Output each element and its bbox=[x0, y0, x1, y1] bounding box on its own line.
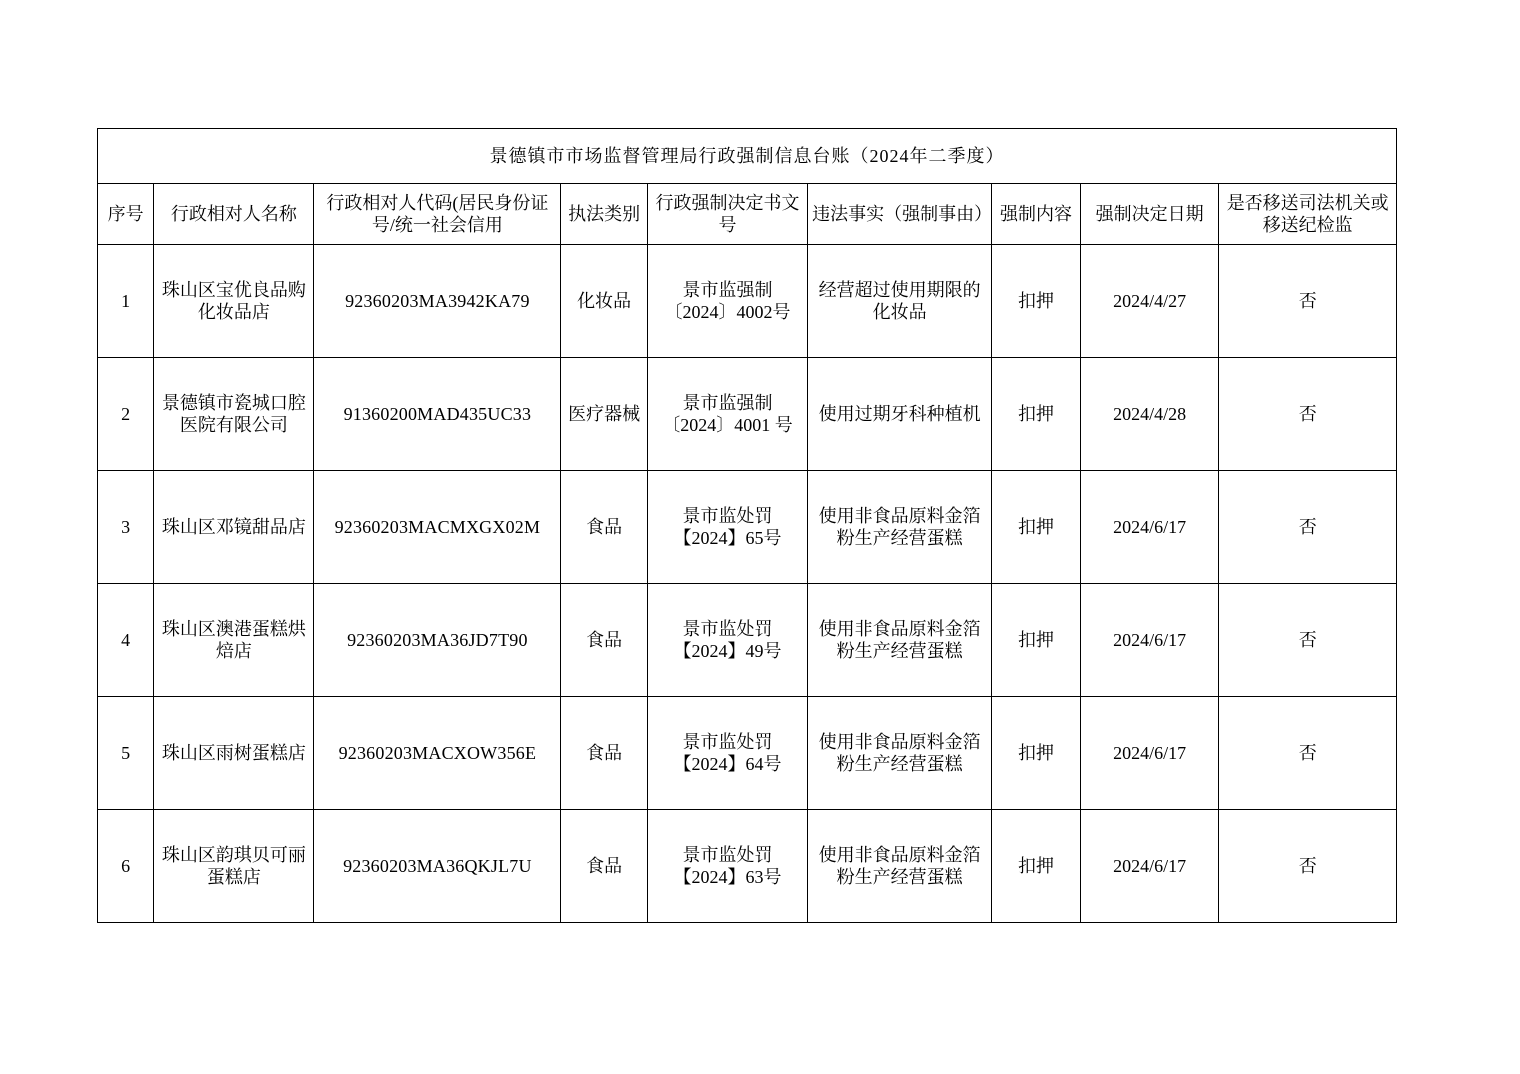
cell-index: 6 bbox=[98, 810, 154, 923]
column-header-content: 强制内容 bbox=[992, 184, 1081, 245]
page-title: 景德镇市市场监督管理局行政强制信息台账（2024年二季度） bbox=[98, 129, 1397, 184]
cell-doc-no: 景市监强制〔2024〕4001 号 bbox=[647, 358, 807, 471]
cell-date: 2024/6/17 bbox=[1080, 810, 1219, 923]
cell-transfer: 否 bbox=[1219, 810, 1397, 923]
cell-fact: 使用过期牙科种植机 bbox=[808, 358, 992, 471]
document-page bbox=[97, 128, 1397, 923]
cell-name: 珠山区宝优良品购化妆品店 bbox=[154, 245, 314, 358]
cell-doc-no: 景市监强制〔2024〕4002号 bbox=[647, 245, 807, 358]
cell-doc-no: 景市监处罚【2024】49号 bbox=[647, 584, 807, 697]
cell-content: 扣押 bbox=[992, 697, 1081, 810]
cell-index: 4 bbox=[98, 584, 154, 697]
column-header-code: 行政相对人代码(居民身份证号/统一社会信用 bbox=[314, 184, 561, 245]
column-header-doc-no: 行政强制决定书文号 bbox=[647, 184, 807, 245]
table-header-row bbox=[98, 184, 1397, 245]
cell-name: 珠山区澳港蛋糕烘焙店 bbox=[154, 584, 314, 697]
cell-name: 珠山区雨树蛋糕店 bbox=[154, 697, 314, 810]
cell-code: 92360203MA36QKJL7U bbox=[314, 810, 561, 923]
cell-content: 扣押 bbox=[992, 245, 1081, 358]
cell-fact: 经营超过使用期限的化妆品 bbox=[808, 245, 992, 358]
cell-fact: 使用非食品原料金箔粉生产经营蛋糕 bbox=[808, 584, 992, 697]
cell-name: 珠山区韵琪贝可丽蛋糕店 bbox=[154, 810, 314, 923]
cell-code: 92360203MA36JD7T90 bbox=[314, 584, 561, 697]
cell-fact: 使用非食品原料金箔粉生产经营蛋糕 bbox=[808, 471, 992, 584]
cell-code: 91360200MAD435UC33 bbox=[314, 358, 561, 471]
table-row bbox=[98, 584, 1397, 697]
cell-category: 化妆品 bbox=[561, 245, 648, 358]
cell-fact: 使用非食品原料金箔粉生产经营蛋糕 bbox=[808, 697, 992, 810]
table-row bbox=[98, 358, 1397, 471]
cell-code: 92360203MA3942KA79 bbox=[314, 245, 561, 358]
column-header-category: 执法类别 bbox=[561, 184, 648, 245]
table-row bbox=[98, 245, 1397, 358]
cell-category: 医疗器械 bbox=[561, 358, 648, 471]
cell-code: 92360203MACXOW356E bbox=[314, 697, 561, 810]
cell-transfer: 否 bbox=[1219, 584, 1397, 697]
column-header-date: 强制决定日期 bbox=[1080, 184, 1219, 245]
cell-content: 扣押 bbox=[992, 810, 1081, 923]
column-header-transfer: 是否移送司法机关或移送纪检监 bbox=[1219, 184, 1397, 245]
cell-date: 2024/6/17 bbox=[1080, 584, 1219, 697]
cell-date: 2024/6/17 bbox=[1080, 471, 1219, 584]
cell-content: 扣押 bbox=[992, 584, 1081, 697]
table-title-row bbox=[98, 129, 1397, 184]
table-row bbox=[98, 697, 1397, 810]
cell-transfer: 否 bbox=[1219, 245, 1397, 358]
cell-index: 1 bbox=[98, 245, 154, 358]
cell-content: 扣押 bbox=[992, 471, 1081, 584]
column-header-fact: 违法事实（强制事由） bbox=[808, 184, 992, 245]
cell-date: 2024/4/28 bbox=[1080, 358, 1219, 471]
cell-doc-no: 景市监处罚【2024】64号 bbox=[647, 697, 807, 810]
cell-index: 5 bbox=[98, 697, 154, 810]
cell-transfer: 否 bbox=[1219, 471, 1397, 584]
table-row bbox=[98, 471, 1397, 584]
column-header-name: 行政相对人名称 bbox=[154, 184, 314, 245]
cell-index: 3 bbox=[98, 471, 154, 584]
cell-category: 食品 bbox=[561, 471, 648, 584]
column-header-index: 序号 bbox=[98, 184, 154, 245]
administrative-enforcement-ledger-table bbox=[97, 128, 1397, 923]
cell-transfer: 否 bbox=[1219, 697, 1397, 810]
cell-category: 食品 bbox=[561, 584, 648, 697]
cell-transfer: 否 bbox=[1219, 358, 1397, 471]
cell-doc-no: 景市监处罚【2024】63号 bbox=[647, 810, 807, 923]
cell-fact: 使用非食品原料金箔粉生产经营蛋糕 bbox=[808, 810, 992, 923]
cell-category: 食品 bbox=[561, 697, 648, 810]
cell-date: 2024/6/17 bbox=[1080, 697, 1219, 810]
cell-name: 珠山区邓镜甜品店 bbox=[154, 471, 314, 584]
cell-doc-no: 景市监处罚【2024】65号 bbox=[647, 471, 807, 584]
cell-date: 2024/4/27 bbox=[1080, 245, 1219, 358]
cell-index: 2 bbox=[98, 358, 154, 471]
cell-content: 扣押 bbox=[992, 358, 1081, 471]
cell-code: 92360203MACMXGX02M bbox=[314, 471, 561, 584]
cell-name: 景德镇市瓷城口腔医院有限公司 bbox=[154, 358, 314, 471]
table-row bbox=[98, 810, 1397, 923]
cell-category: 食品 bbox=[561, 810, 648, 923]
